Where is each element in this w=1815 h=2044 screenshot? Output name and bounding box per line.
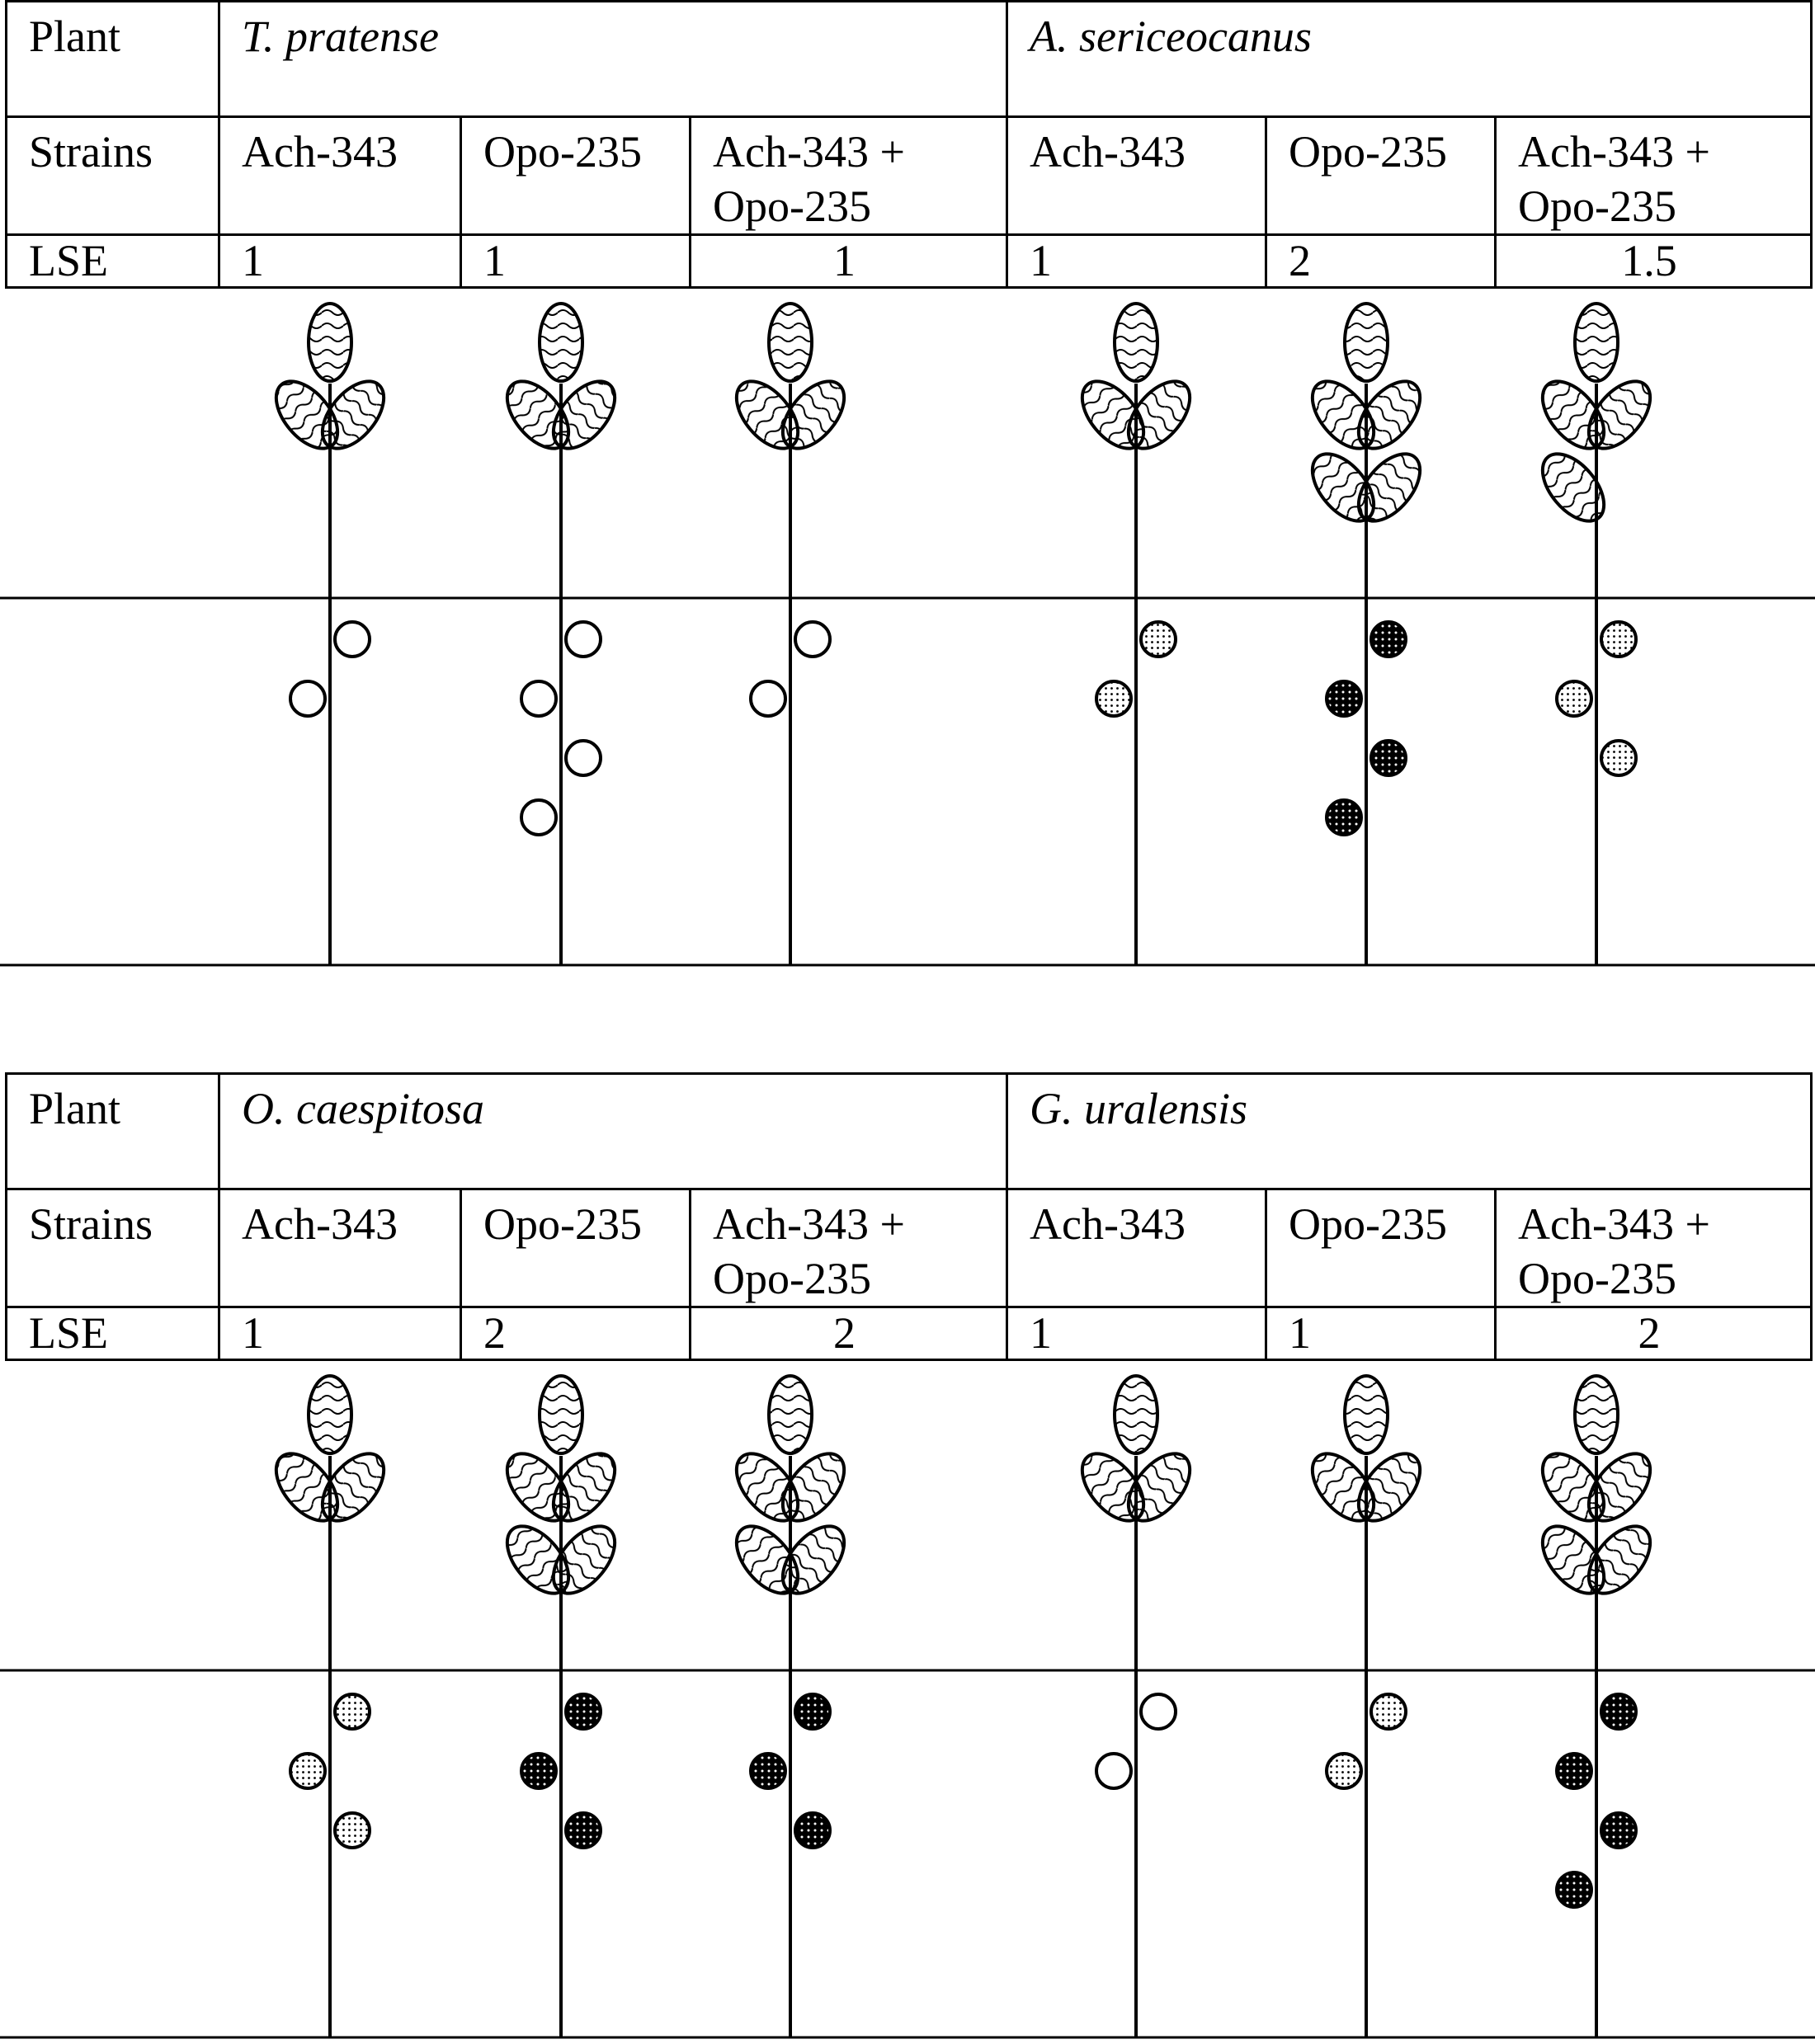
plant (1300, 1376, 1431, 2037)
plant (1070, 1376, 1201, 2037)
leaflet (1115, 1376, 1157, 1453)
leaflet (540, 304, 582, 381)
lse-value: 2 (1266, 235, 1496, 288)
leaflet (769, 1376, 812, 1453)
nodule (1327, 1754, 1361, 1788)
plant-diagram-bottom (0, 1365, 1815, 2042)
nodule (1371, 1694, 1406, 1729)
plant (1300, 304, 1431, 965)
nodule (521, 1754, 556, 1788)
species-label: G. uralensis (1007, 1074, 1812, 1189)
strain-cell: Ach-343 (219, 1189, 461, 1307)
leaflet (540, 1376, 582, 1453)
nodule (566, 741, 601, 775)
strains-header: Strains (7, 117, 219, 235)
nodule (521, 681, 556, 716)
nodule (1557, 681, 1591, 716)
lse-value: 1.5 (1496, 235, 1812, 288)
nodule (521, 800, 556, 835)
plant-diagram-top (0, 293, 1815, 969)
nodule (1601, 741, 1636, 775)
nodule (1141, 622, 1176, 657)
leaflet (1345, 1376, 1388, 1453)
nodule (751, 1754, 785, 1788)
lse-value: 1 (219, 1307, 461, 1360)
nodule (751, 681, 785, 716)
lse-table-top (5, 0, 1813, 289)
strain-cell: Ach-343 (1007, 1189, 1266, 1307)
lse-value: 1 (691, 235, 1007, 288)
nodule (335, 1813, 370, 1848)
plant (724, 304, 856, 965)
plant (1530, 1376, 1662, 2037)
lse-value: 1 (1266, 1307, 1496, 1360)
strain-cell: Opo-235 (461, 1189, 691, 1307)
strain-cell: Ach-343 + Opo-235 (1496, 1189, 1812, 1307)
nodule (795, 1813, 830, 1848)
strain-cell: Ach-343 + Opo-235 (691, 117, 1007, 235)
lse-header: LSE (7, 1307, 219, 1360)
nodule (1601, 622, 1636, 657)
lse-value: 1 (461, 235, 691, 288)
nodule (1557, 1872, 1591, 1907)
species-label: O. caespitosa (219, 1074, 1007, 1189)
strain-cell: Opo-235 (1266, 117, 1496, 235)
nodule (1327, 800, 1361, 835)
strain-cell: Ach-343 + Opo-235 (691, 1189, 1007, 1307)
nodule (1327, 681, 1361, 716)
nodule (795, 622, 830, 657)
strain-cell: Opo-235 (1266, 1189, 1496, 1307)
plant-header: Plant (7, 2, 219, 117)
nodule (1557, 1754, 1591, 1788)
plant (495, 304, 626, 965)
strain-cell: Ach-343 + Opo-235 (1496, 117, 1812, 235)
nodule (1096, 681, 1131, 716)
plant-header: Plant (7, 1074, 219, 1189)
lse-header: LSE (7, 235, 219, 288)
strain-cell: Opo-235 (461, 117, 691, 235)
nodule (1601, 1813, 1636, 1848)
leaflet (1575, 304, 1618, 381)
strain-cell: Ach-343 (219, 117, 461, 235)
nodule (335, 1694, 370, 1729)
plant (495, 1376, 626, 2037)
species-label: A. sericeocanus (1007, 2, 1812, 117)
nodule (1601, 1694, 1636, 1729)
lse-value: 1 (1007, 1307, 1266, 1360)
leaflet (309, 304, 351, 381)
lse-value: 1 (219, 235, 461, 288)
nodule (1096, 1754, 1131, 1788)
plant (1070, 304, 1201, 965)
nodule (566, 1694, 601, 1729)
plant (1530, 304, 1662, 965)
nodule (566, 622, 601, 657)
nodule (1371, 741, 1406, 775)
nodule (566, 1813, 601, 1848)
nodule (1371, 622, 1406, 657)
nodule (290, 1754, 325, 1788)
lse-value: 2 (691, 1307, 1007, 1360)
plant (264, 304, 395, 965)
lse-value: 2 (461, 1307, 691, 1360)
strain-cell: Ach-343 (1007, 117, 1266, 235)
lse-value: 2 (1496, 1307, 1812, 1360)
leaflet (309, 1376, 351, 1453)
strains-header: Strains (7, 1189, 219, 1307)
leaflet (1115, 304, 1157, 381)
species-label: T. pratense (219, 2, 1007, 117)
leaflet (769, 304, 812, 381)
leaflet (1530, 443, 1615, 532)
nodule (335, 622, 370, 657)
lse-value: 1 (1007, 235, 1266, 288)
nodule (1141, 1694, 1176, 1729)
plant (264, 1376, 395, 2037)
plant (724, 1376, 856, 2037)
nodule (795, 1694, 830, 1729)
leaflet (1575, 1376, 1618, 1453)
leaflet (1345, 304, 1388, 381)
lse-table-bottom (5, 1072, 1813, 1361)
nodule (290, 681, 325, 716)
